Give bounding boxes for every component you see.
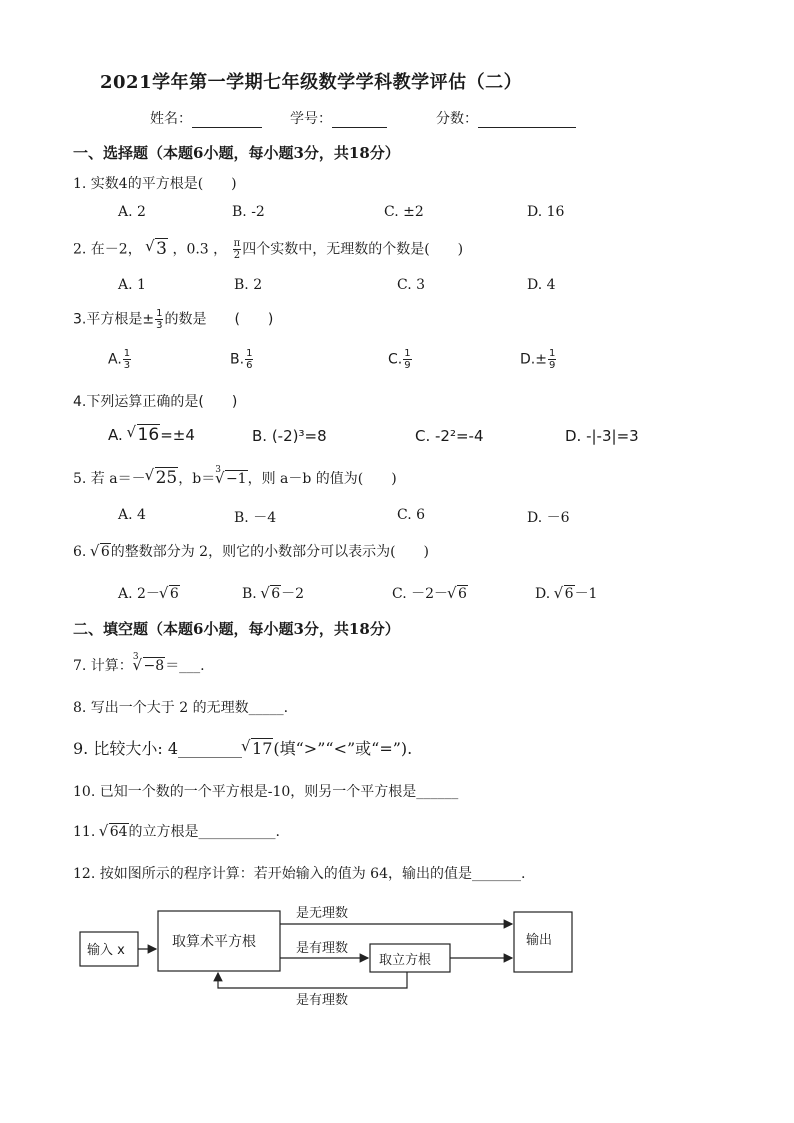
q3-d-num: 1 <box>548 348 556 359</box>
q6-b-pre: B. <box>242 586 262 602</box>
q3-b-label: B. <box>230 351 245 368</box>
q3-b-den: 6 <box>246 360 253 371</box>
q6-d-radicand: 6 <box>564 586 574 602</box>
q4-a-radicand: 16 <box>137 425 160 445</box>
q9-pre: 9. 比较大小: 4________ <box>73 739 243 758</box>
q6-b-radicand: 6 <box>271 586 281 602</box>
q4-a-post: =±4 <box>160 426 195 444</box>
q9-radicand: 17 <box>252 739 273 758</box>
q6-d-pre: D. <box>535 586 555 602</box>
q5-post: ，则 a－b 的值为( ) <box>247 471 397 487</box>
q3-frac-num: 1 <box>156 308 163 319</box>
q9-post: (填“>”“<”或“=”). <box>273 739 413 758</box>
q3-a-num: 1 <box>123 348 131 359</box>
flow-rational-label-1: 是有理数 <box>296 941 349 956</box>
score-label: 分数： <box>436 111 478 127</box>
q5-radicand-2: −1 <box>225 471 247 487</box>
flow-input-label: 输入 x <box>87 943 125 958</box>
q3-d-label: D.± <box>520 351 547 368</box>
q2-option-b: B. 2 <box>234 277 263 293</box>
q7-pre: 7. 计算： <box>73 658 133 674</box>
name-label: 姓名： <box>150 111 192 127</box>
q5-option-c: C. 6 <box>397 507 426 523</box>
q11-post: 的立方根是___________. <box>128 824 280 840</box>
q7-cube-index: 3 <box>132 652 139 662</box>
q3-a-den: 3 <box>123 360 131 371</box>
flow-output-label: 输出 <box>526 933 553 948</box>
q2-pre: 2. 在－2， <box>73 241 142 258</box>
q5-radicand-1: 25 <box>155 468 178 488</box>
q6-a-pre: A. 2－ <box>118 586 160 602</box>
page-title: 2021学年第一学期七年级数学学科教学评估（二） <box>100 72 523 93</box>
id-label: 学号： <box>290 111 332 127</box>
q6-b-post: －2 <box>281 586 305 602</box>
flow-irrational-label: 是无理数 <box>296 906 349 921</box>
q11-pre: 11. <box>73 824 100 840</box>
q6-d-post: －1 <box>574 586 598 602</box>
q2-option-c: C. 3 <box>397 277 426 293</box>
q4-option-d: D. -|-3|=3 <box>565 427 639 445</box>
q3-frac-den: 3 <box>156 320 163 331</box>
q5-cube-index: 3 <box>215 465 221 475</box>
flow-cbrt-label: 取立方根 <box>379 953 432 968</box>
q2-radicand: 3 <box>156 238 167 259</box>
q2-post: 四个实数中，无理数的个数是( ) <box>242 241 464 258</box>
q3-post: 的数是 ( ) <box>164 311 274 328</box>
q1-option-b: B. -2 <box>232 204 265 220</box>
question-10-stem: 10. 已知一个数的一个平方根是-10，则另一个平方根是______ <box>73 784 459 800</box>
q3-c-label: C. <box>388 351 403 368</box>
flow-sqrt-label: 取算术平方根 <box>172 934 256 950</box>
q6-post: 的整数部分为 2，则它的小数部分可以表示为( ) <box>110 544 430 560</box>
q2-option-d: D. 4 <box>527 277 556 293</box>
q3-pre: 3.平方根是± <box>73 311 155 328</box>
q7-post: ＝___. <box>165 658 205 674</box>
flow-rational-label-2: 是有理数 <box>296 993 349 1008</box>
q5-option-a: A. 4 <box>118 507 146 523</box>
question-1-stem: 1. 实数4的平方根是( ) <box>73 176 237 192</box>
q3-b-num: 1 <box>246 348 253 359</box>
question-4-stem: 4.下列运算正确的是( ) <box>73 394 238 410</box>
q2-frac-num: π <box>233 238 241 249</box>
q5-pre: 5. 若 a＝－ <box>73 471 146 487</box>
q1-option-d: D. 16 <box>527 204 565 220</box>
q1-option-a: A. 2 <box>118 204 146 220</box>
q5-option-d: D. －6 <box>527 510 570 526</box>
question-12-stem: 12. 按如图所示的程序计算：若开始输入的值为 64，输出的值是_______. <box>73 866 526 882</box>
q3-a-label: A. <box>108 351 122 368</box>
q3-c-num: 1 <box>404 348 411 359</box>
q4-option-b: B. (-2)³=8 <box>252 427 327 445</box>
q6-radicand: 6 <box>100 544 110 560</box>
q6-a-radicand: 6 <box>169 586 179 602</box>
q7-radicand: −8 <box>143 658 165 674</box>
q5-mid: ，b＝ <box>178 471 216 487</box>
q6-c-radicand: 6 <box>458 586 467 602</box>
q4-a-pre: A. <box>108 426 128 444</box>
q5-option-b: B. －4 <box>234 510 277 526</box>
q2-frac-den: 2 <box>233 250 241 261</box>
q11-radicand: 64 <box>109 824 128 840</box>
q2-option-a: A. 1 <box>118 277 146 293</box>
q3-d-den: 9 <box>548 360 556 371</box>
q3-c-den: 9 <box>404 360 411 371</box>
q6-pre: 6. <box>73 544 91 560</box>
flow-arrow-loop <box>218 972 407 988</box>
q6-c-pre: C. －2－ <box>392 586 449 602</box>
q1-option-c: C. ±2 <box>384 204 424 220</box>
question-8-stem: 8. 写出一个大于 2 的无理数_____. <box>73 700 289 716</box>
section-fill-heading: 二、填空题（本题6小题，每小题3分，共18分） <box>73 620 400 638</box>
q2-mid: ，0.3 ， <box>172 241 228 258</box>
q4-option-c: C. -2²=-4 <box>415 427 484 445</box>
section-choice-heading: 一、选择题（本题6小题，每小题3分，共18分） <box>73 144 400 162</box>
